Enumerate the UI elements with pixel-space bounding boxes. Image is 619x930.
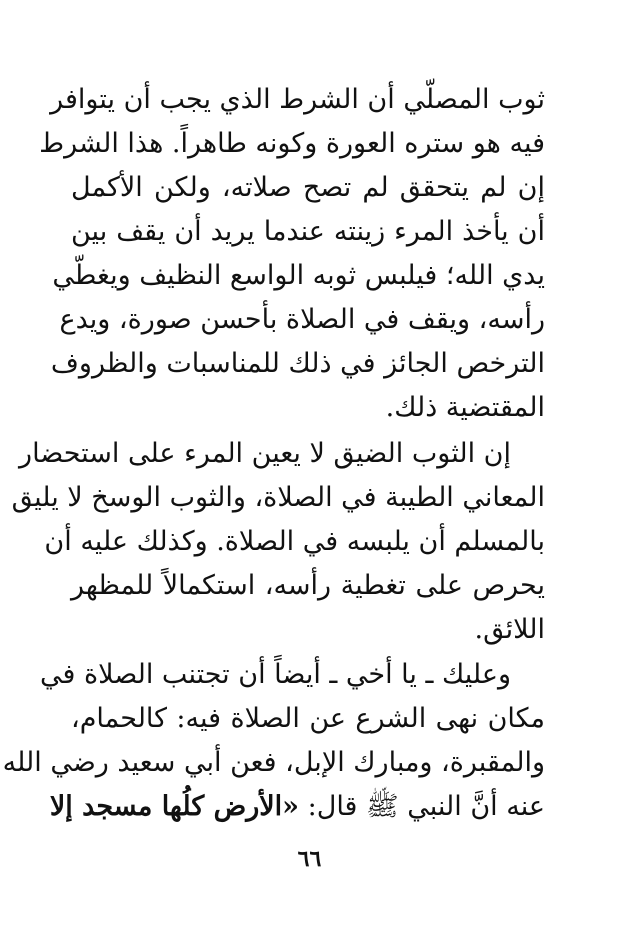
text-line: الترخص الجائز في ذلك للمناسبات والظروف xyxy=(50,348,545,379)
text-line: وعليك ـ يا أخي ـ أيضاً أن تجتنب الصلاة في xyxy=(39,659,511,690)
paragraph-2 xyxy=(11,432,545,652)
text-line: إن الثوب الضيق لا يعين المرء على استحضار xyxy=(19,438,511,469)
text-line: اللائق. xyxy=(474,614,545,645)
text-line: المعاني الطيبة في الصلاة، والثوب الوسخ لا يليق xyxy=(11,482,545,513)
text-line: فيه هو ستره العورة وكونه طاهراً. هذا الشرط xyxy=(39,128,545,159)
text-line: رأسه، ويقف في الصلاة بأحسن صورة، ويدع xyxy=(59,304,545,335)
text-line: إن لم يتحقق لم تصح صلاته، ولكن الأكمل xyxy=(71,172,545,203)
text-line: مكان نهى الشرع عن الصلاة فيه: كالحمام، xyxy=(71,703,545,734)
page-number: ٦٦ xyxy=(297,846,322,872)
paragraph-3 xyxy=(2,653,545,829)
text-line: يدي الله؛ فيلبس ثوبه الواسع النظيف ويغطّي xyxy=(52,260,545,291)
text-line: يحرص على تغطية رأسه، استكمالاً للمظهر xyxy=(71,570,545,601)
paragraph-1 xyxy=(39,78,545,430)
text-line: المقتضية ذلك. xyxy=(385,392,545,423)
text-line: أن يأخذ المرء زينته عندما يريد أن يقف بين xyxy=(71,216,545,247)
hadith-quote: «الأرض كلُها مسجد إلا xyxy=(49,791,300,822)
text-line: بالمسلم أن يلبسه في الصلاة. وكذلك عليه أن xyxy=(44,526,545,557)
text-line-with-hadith xyxy=(49,785,545,829)
text-line-regular: عنه أنَّ النبي ﷺ قال: xyxy=(299,791,545,822)
text-line: ثوب المصلّي أن الشرط الذي يجب أن يتوافر xyxy=(50,84,545,115)
text-line: والمقبرة، ومبارك الإبل، فعن أبي سعيد رضي الله xyxy=(2,747,545,778)
